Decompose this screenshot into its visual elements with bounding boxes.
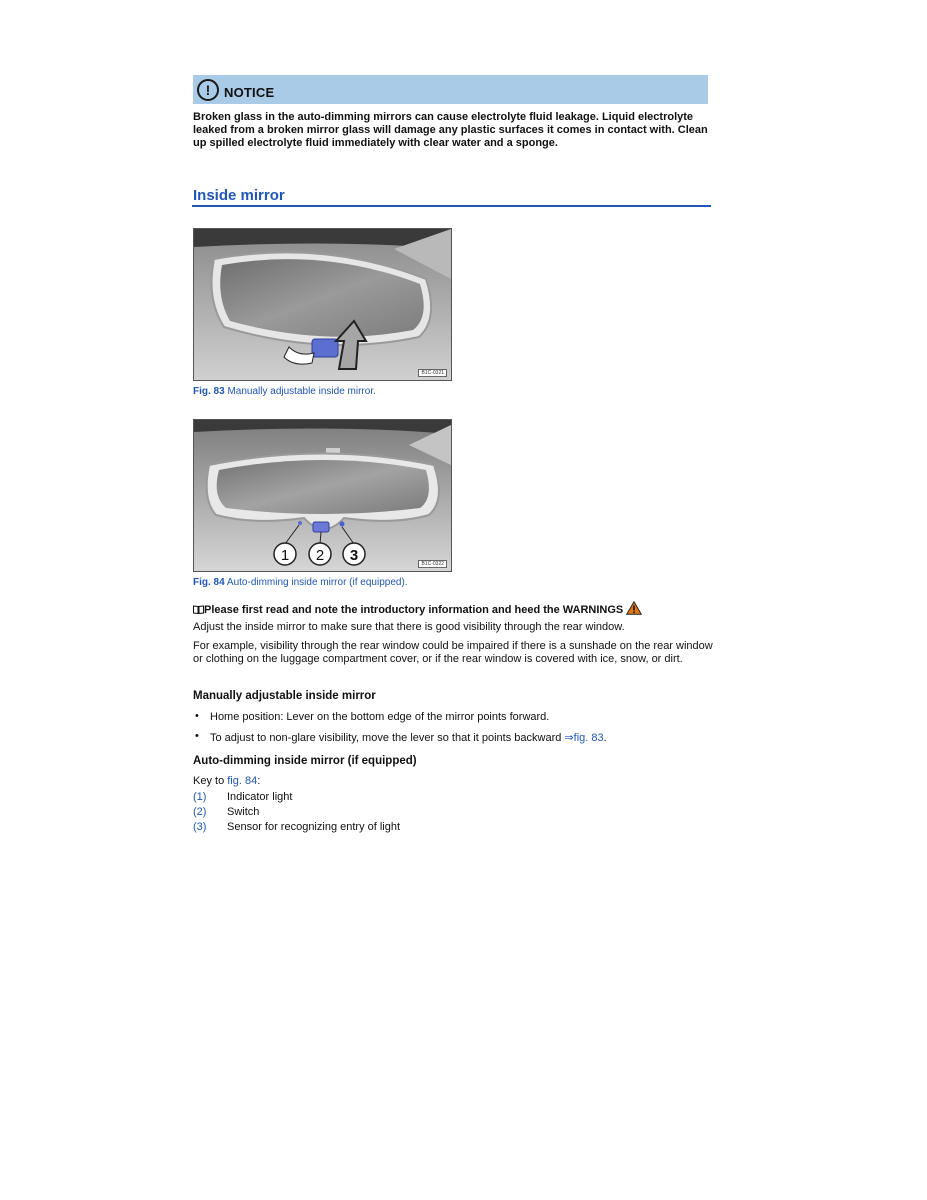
key-item-label: Sensor for recognizing entry of light	[227, 821, 401, 833]
subheading-auto-dimming: Auto-dimming inside mirror (if equipped)	[193, 755, 417, 767]
section-divider	[192, 205, 711, 207]
callout-2: 2	[315, 547, 325, 564]
bullet-period: .	[603, 732, 607, 744]
notice-body: Broken glass in the auto-dimming mirrors can cause electrolyte fluid leakage. Liquid electrolyte leaked from a broken mirror glass will damage any plastic surfaces it comes in contact with. Clean up spilled electrolyte fluid immediately with clear water and a sponge.	[193, 111, 708, 149]
key-suffix: :	[257, 775, 261, 787]
auto-dimming-mirror-illustration	[194, 420, 451, 571]
list-item-text	[210, 731, 607, 744]
key-item-label: Switch	[227, 806, 260, 818]
figure-caption	[193, 577, 408, 588]
arrow-icon: ⇒	[564, 732, 574, 744]
bullet-dot: •	[195, 710, 199, 722]
figure-manual-mirror	[193, 228, 452, 381]
notice-title: NOTICE	[224, 85, 275, 100]
key-item-label: Indicator light	[227, 791, 293, 803]
figure-caption	[193, 386, 376, 397]
figure-code: B1C-0321	[418, 369, 447, 377]
read-first-note	[193, 601, 642, 617]
key-item-number: (1)	[193, 791, 207, 803]
paragraph: Adjust the inside mirror to make sure that there is good visibility through the rear window.	[193, 621, 625, 633]
key-line	[193, 775, 260, 788]
bullet-dot: •	[195, 730, 199, 742]
key-item-number: (3)	[193, 821, 207, 833]
figure-label: Fig. 83	[193, 386, 225, 397]
book-icon	[193, 605, 204, 614]
notice-exclamation-icon: !	[197, 79, 219, 101]
paragraph: For example, visibility through the rear window could be impaired if there is a sunshade on the rear window or clothing on the luggage compartment cover, or if the rear window is covered with ice, snow, or dirt.	[193, 640, 713, 665]
figure-caption-text: Manually adjustable inside mirror.	[227, 386, 376, 397]
figure-caption-text: Auto-dimming inside mirror (if equipped).	[226, 577, 408, 588]
figure-code: B1C-0322	[418, 560, 447, 568]
callout-3: 3	[349, 547, 359, 564]
section-title: Inside mirror	[193, 187, 285, 204]
manual-mirror-illustration	[194, 229, 451, 380]
figure-link[interactable]: fig. 84	[227, 775, 258, 787]
list-item-text: Home position: Lever on the bottom edge of the mirror points forward.	[210, 711, 550, 723]
callout-1: 1	[280, 547, 290, 564]
figure-auto-dimming-mirror	[193, 419, 452, 572]
key-prefix: Key to	[193, 775, 228, 787]
read-first-text: Please first read and note the introductory information and heed the WARNINGS	[204, 604, 624, 616]
warning-triangle-icon	[626, 601, 642, 615]
bullet-text: To adjust to non-glare visibility, move the lever so that it points backward	[210, 732, 562, 744]
figure-label: Fig. 84	[193, 577, 225, 588]
figure-link[interactable]: fig. 83	[573, 732, 604, 744]
key-item-number: (2)	[193, 806, 207, 818]
subheading-manual: Manually adjustable inside mirror	[193, 690, 376, 702]
